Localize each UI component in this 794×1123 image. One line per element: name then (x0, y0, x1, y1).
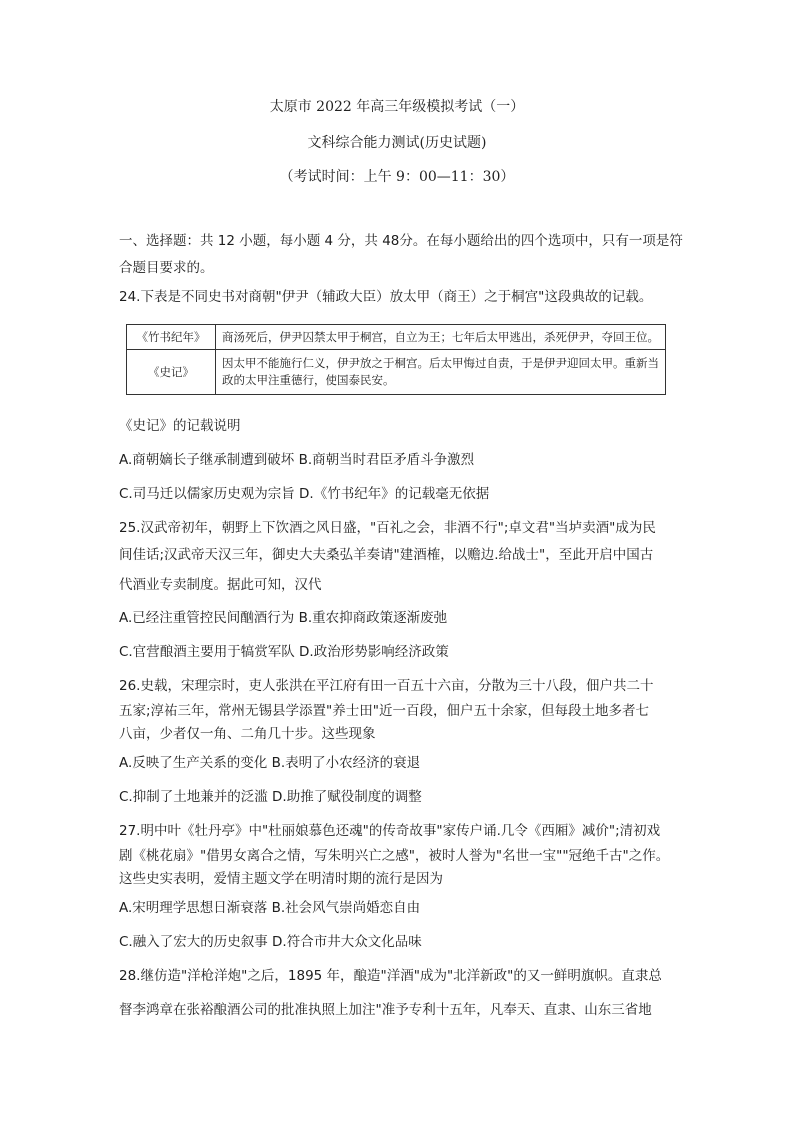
q27-stem-line2: 剧《桃花扇》"借男女离合之情，写朱明兴亡之感"，被时人誉为"名世一宝""冠绝千古"之作。 (119, 848, 670, 864)
q25-options-cd: C.官营酿酒主要用于犒赏军队 D.政治形势影响经济政策 (119, 644, 449, 660)
q24-options-ab: A.商朝嫡长子继承制遭到破坏 B.商朝当时君臣矛盾斗争激烈 (119, 452, 475, 468)
q28-stem-line2: 督李鸿章在张裕酿酒公司的批准执照上加注"准予专利十五年，凡奉天、直隶、山东三省地 (119, 1002, 652, 1018)
q27-stem-line3: 这些史实表明，爱情主题文学在明清时期的流行是因为 (119, 871, 443, 887)
q26-options-cd: C.抑制了土地兼并的泛滥 D.助推了赋役制度的调整 (119, 789, 422, 805)
table-source-cell: 《史记》 (127, 350, 216, 395)
q26-stem-line2: 五家;淳祐三年，常州无锡县学添置"养士田"近一百段，佃户五十余家，但每段土地多者七 (119, 703, 649, 719)
table-row (127, 325, 666, 350)
exam-title: 太原市 2022 年高三年级模拟考试（一） (269, 99, 525, 115)
exam-subtitle: 文科综合能力测试(历史试题) (307, 135, 487, 151)
table-row (127, 350, 666, 395)
table-text-cell: 因太甲不能施行仁义，伊尹放之于桐宫。后太甲悔过自责，于是伊尹迎回太甲。重新当政的太甲注重德行，使国泰民安。 (216, 350, 666, 395)
section-instructions: 一、选择题：共 12 小题，每小题 4 分，共 48分。在每小题给出的四个选项中，只有一项是符合题目要求的。 (119, 233, 683, 276)
q24-options-cd: C.司马迁以儒家历史观为宗旨 D.《竹书纪年》的记载毫无依据 (119, 486, 490, 502)
q26-stem-line1: 26.史载，宋理宗时，吏人张洪在平江府有田一百五十六亩，分散为三十八段，佃户共二十 (119, 678, 654, 694)
q25-stem-line3: 代酒业专卖制度。据此可知，汉代 (119, 577, 322, 593)
table-text-cell: 商汤死后，伊尹囚禁太甲于桐宫，自立为王；七年后太甲逃出，杀死伊尹，夺回王位。 (216, 325, 666, 350)
q28-stem-line1: 28.继仿造"洋枪洋炮"之后，1895 年，酿造"洋酒"成为"北洋新政"的又一鲜明旗帜。直隶总 (119, 968, 662, 984)
q26-stem-line3: 八亩，少者仅一角、二角几十步。这些现象 (119, 726, 376, 742)
q27-options-ab: A.宋明理学思想日渐衰落 B.社会风气崇尚婚恋自由 (119, 900, 421, 916)
q24-question: 《史记》的记载说明 (119, 418, 241, 434)
q25-stem-line1: 25.汉武帝初年，朝野上下饮酒之风日盛，"百礼之会，非酒不行";卓文君"当垆卖酒"成为民 (119, 520, 656, 536)
q27-stem-line1: 27.明中叶《牡丹亭》中"杜丽娘慕色还魂"的传奇故事"家传户诵.几令《西厢》减价";清初戏 (119, 823, 661, 839)
q24-records-table (126, 324, 666, 395)
exam-time: （考试时间：上午 9：00—11：30） (279, 169, 515, 185)
q25-options-ab: A.已经注重管控民间酗酒行为 B.重农抑商政策逐渐废弛 (119, 610, 448, 626)
q26-options-ab: A.反映了生产关系的变化 B.表明了小农经济的衰退 (119, 755, 421, 771)
table-source-cell: 《竹书纪年》 (127, 325, 216, 350)
q25-stem-line2: 间佳话;汉武帝天汉三年，御史大夫桑弘羊奏请"建酒榷，以赡边.给战士"，至此开启中国古 (119, 547, 654, 563)
q27-options-cd: C.融入了宏大的历史叙事 D.符合市井大众文化品味 (119, 934, 422, 950)
q24-stem: 24.下表是不同史书对商朝"伊尹（辅政大臣）放太甲（商王）之于桐宫"这段典故的记载。 (119, 289, 653, 305)
